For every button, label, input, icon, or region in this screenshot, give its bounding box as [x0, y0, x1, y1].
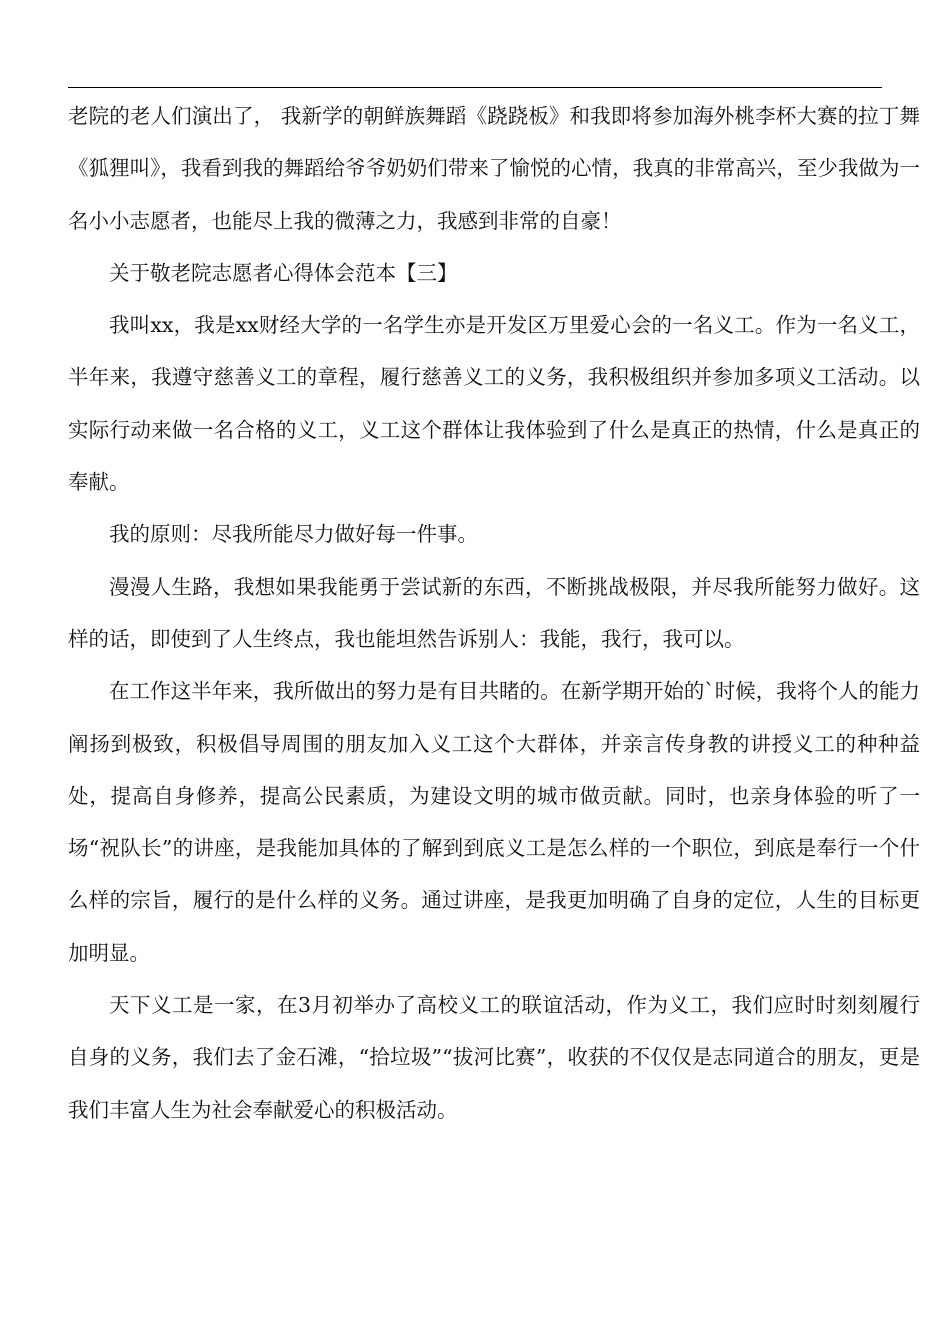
paragraph-continuation: 老院的老人们演出了， 我新学的朝鲜族舞蹈《跷跷板》和我即将参加海外桃李杯大赛的拉丁舞《狐狸叫》，我看到我的舞蹈给爷爷奶奶们带来了愉悦的心情，我真的非常高兴，至少我做为一名小小志愿者，也能尽上我的微薄之力，我感到非常的自豪！	[68, 104, 920, 233]
paragraph-principle: 我的原则：尽我所能尽力做好每一件事。	[109, 522, 478, 547]
paragraph-half-year-work: 在工作这半年来，我所做出的努力是有目共睹的。在新学期开始的`时候，我将个人的能力阐扬到极致，积极倡导周围的朋友加入义工这个大群体，并亲言传身教的讲授义工的种种益处，提高自身修养，提高公民素质，为建设文明的城市做贡献。同时，也亲身体验的听了一场“祝队长”的讲座，是我能加具体的了解到到底义工是怎么样的一个职位，到底是奉行一个什么样的宗旨，履行的是什么样的义务。通过讲座，是我更加明确了自身的定位，人生的目标更加明显。	[68, 679, 920, 965]
section-heading: 关于敬老院志愿者心得体会范本【三】	[109, 260, 458, 285]
document-body	[68, 90, 920, 1136]
paragraph-life-road: 漫漫人生路，我想如果我能勇于尝试新的东西，不断挑战极限，并尽我所能努力做好。这样的话，即使到了人生终点，我也能坦然告诉别人：我能，我行，我可以。	[68, 574, 920, 651]
paragraph-introduction: 我叫xx，我是xx财经大学的一名学生亦是开发区万里爱心会的一名义工。作为一名义工，半年来，我遵守慈善义工的章程，履行慈善义工的义务，我积极组织并参加多项义工活动。以实际行动来做一名合格的义工，义工这个群体让我体验到了什么是真正的热情，什么是真正的奉献。	[68, 313, 920, 495]
paragraph-volunteer-family: 天下义工是一家，在3月初举办了高校义工的联谊活动，作为义工，我们应时时刻刻履行自身的义务，我们去了金石滩，“拾垃圾”“拔河比赛”，收获的不仅仅是志同道合的朋友，更是我们丰富人生为社会奉献爱心的积极活动。	[68, 993, 920, 1122]
header-rule	[68, 87, 882, 88]
